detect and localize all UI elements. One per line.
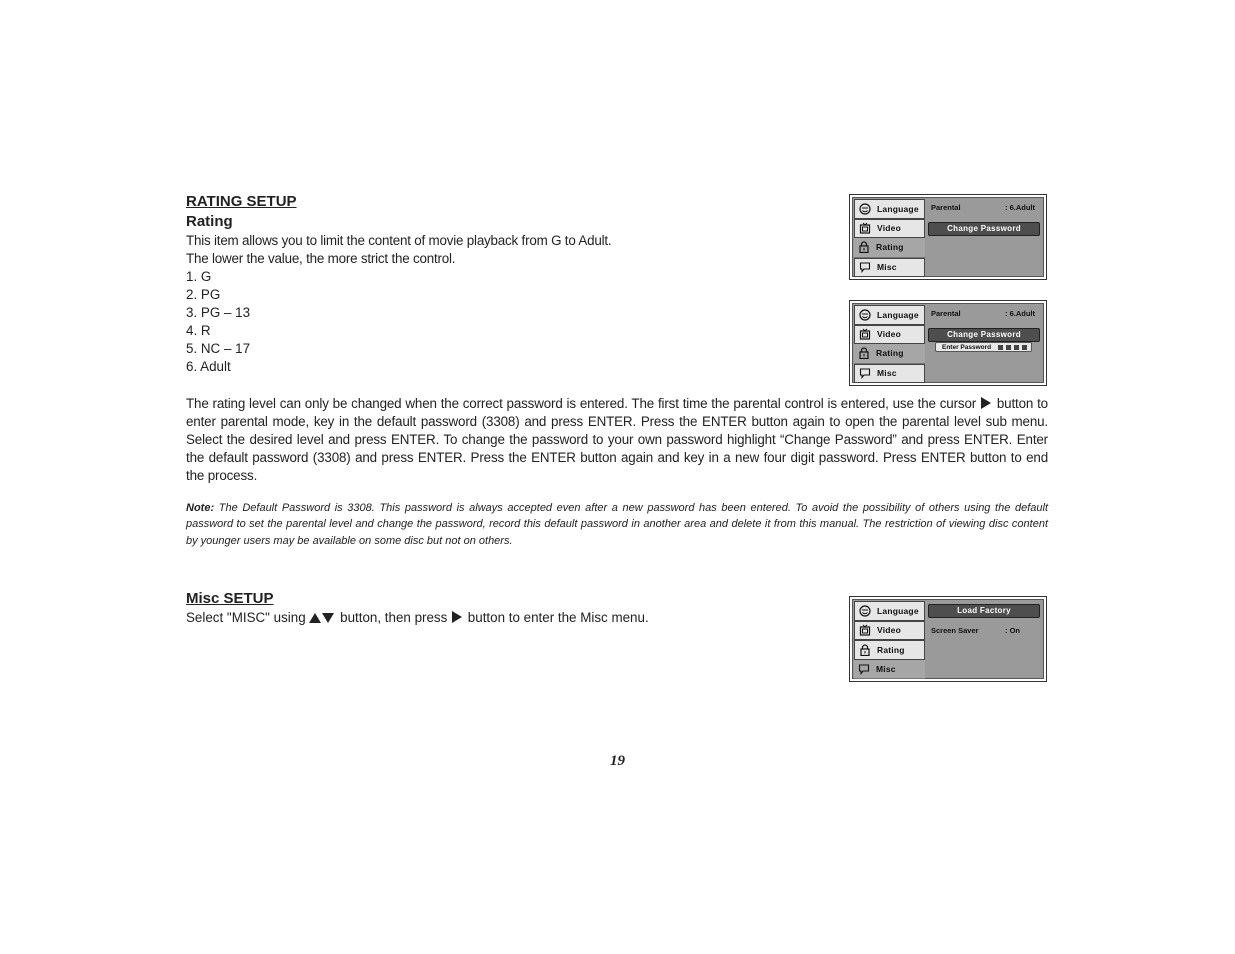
parental-label: Parental — [931, 309, 961, 318]
parental-row[interactable] — [931, 202, 1039, 214]
note-label: Note: — [186, 502, 215, 514]
instructions-part-2: button to enter parental mode, key in the default password (3308) and press ENTER. Press the ENTER button again to open the parental level sub menu. Select the desired level and press ENTER. To change the password to your own password highlight “Change Password” and press ENTER. Enter the default password (3308) and press ENTER. Press the ENTER button again and key in a new four digit password. Press ENTER button to end the process. — [186, 396, 1048, 483]
password-dot-icon — [998, 345, 1003, 350]
password-instructions — [186, 395, 1048, 485]
password-dot-icon — [1014, 345, 1019, 350]
tv-icon — [859, 624, 871, 636]
rating-level-item: 2. PG — [186, 287, 221, 302]
misc-setup-heading: Misc SETUP — [186, 590, 274, 607]
lock-icon — [858, 241, 870, 253]
rating-subheading: Rating — [186, 213, 233, 230]
screen-saver-label: Screen Saver — [931, 626, 979, 635]
note-text: The Default Password is 3308. This password is always accepted even after a new password has been entered. To avoid the possibility of others using the default password to set the parental level and change the password, record this default password in another area and delete it from this manual. The restriction of viewing disc content by younger users may be available on some disc but not on others. — [186, 502, 1049, 547]
load-factory-button[interactable]: Load Factory — [928, 604, 1040, 618]
parental-row[interactable] — [931, 308, 1039, 320]
osd-tab-rating[interactable] — [854, 238, 925, 258]
enter-password-field[interactable] — [935, 342, 1032, 352]
osd-menu-rating — [849, 194, 1047, 280]
osd-tab-label: Misc — [877, 368, 897, 379]
osd-tab-video[interactable] — [854, 325, 925, 345]
rating-level-item: 4. R — [186, 323, 211, 338]
misc-instructions — [186, 609, 649, 627]
osd-tab-rating[interactable] — [854, 640, 925, 660]
osd-tab-language[interactable] — [854, 601, 925, 621]
rating-level-item: 6. Adult — [186, 359, 231, 374]
osd-tab-label: Misc — [876, 663, 896, 674]
osd-menu-body — [852, 197, 1044, 277]
misc-text-part-1: Select "MISC" using — [186, 610, 306, 625]
osd-tab-rating[interactable] — [854, 344, 925, 364]
osd-tab-label: Misc — [877, 262, 897, 273]
osd-tab-label: Language — [877, 309, 919, 320]
osd-menu-body — [852, 599, 1044, 679]
up-arrow-icon — [309, 613, 321, 623]
intro-line-2: The lower the value, the more strict the control. — [186, 251, 456, 266]
change-password-button[interactable]: Change Password — [928, 222, 1040, 236]
osd-tab-video[interactable] — [854, 621, 925, 641]
right-arrow-icon — [452, 611, 462, 623]
page-number: 19 — [610, 753, 625, 769]
osd-tab-column — [854, 305, 925, 383]
rating-levels-list — [186, 268, 250, 376]
parental-label: Parental — [931, 203, 961, 212]
osd-tab-video[interactable] — [854, 219, 925, 239]
osd-tab-label: Rating — [876, 242, 904, 253]
face-icon — [859, 203, 871, 215]
osd-tab-misc[interactable] — [854, 660, 925, 680]
osd-menu-rating-password — [849, 300, 1047, 386]
instructions-part-1: The rating level can only be changed when the correct password is entered. The first time the parental control is entered, use the cursor — [186, 396, 977, 411]
rating-level-item: 1. G — [186, 269, 212, 284]
down-arrow-icon — [322, 613, 334, 623]
password-dot-icon — [1006, 345, 1011, 350]
osd-tab-label: Rating — [876, 348, 904, 359]
osd-tab-label: Video — [877, 223, 901, 234]
osd-tab-label: Language — [877, 605, 919, 616]
speech-bubble-icon — [859, 261, 871, 273]
osd-menu-body — [852, 303, 1044, 383]
osd-tab-label: Video — [877, 329, 901, 340]
note-paragraph — [186, 500, 1048, 549]
screen-saver-row[interactable] — [931, 625, 1039, 637]
password-mask — [998, 345, 1027, 350]
osd-tab-label: Video — [877, 625, 901, 636]
speech-bubble-icon — [858, 663, 870, 675]
osd-tab-label: Language — [877, 203, 919, 214]
intro-line-1: This item allows you to limit the content of movie playback from G to Adult. — [186, 233, 612, 248]
osd-content — [927, 198, 1043, 276]
osd-tab-column — [854, 199, 925, 277]
misc-text-part-2: button, then press — [340, 610, 448, 625]
misc-text-part-3: button to enter the Misc menu. — [467, 610, 649, 625]
rating-level-item: 5. NC – 17 — [186, 341, 251, 356]
face-icon — [859, 309, 871, 321]
screen-saver-value: : On — [1005, 626, 1020, 635]
osd-content — [927, 600, 1043, 678]
speech-bubble-icon — [859, 367, 871, 379]
osd-tab-misc[interactable] — [854, 258, 925, 278]
parental-value: : 6.Adult — [1005, 203, 1035, 212]
rating-setup-heading: RATING SETUP — [186, 193, 297, 210]
osd-tab-language[interactable] — [854, 199, 925, 219]
face-icon — [859, 605, 871, 617]
password-dot-icon — [1022, 345, 1027, 350]
lock-icon — [858, 347, 870, 359]
lock-icon — [859, 644, 871, 656]
osd-menu-misc — [849, 596, 1047, 682]
parental-value: : 6.Adult — [1005, 309, 1035, 318]
osd-content — [927, 304, 1043, 382]
rating-level-item: 3. PG – 13 — [186, 305, 251, 320]
change-password-button[interactable]: Change Password — [928, 328, 1040, 342]
tv-icon — [859, 222, 871, 234]
osd-tab-language[interactable] — [854, 305, 925, 325]
osd-tab-label: Rating — [877, 644, 905, 655]
osd-tab-misc[interactable] — [854, 364, 925, 384]
right-arrow-icon — [981, 397, 991, 409]
rating-intro — [186, 232, 611, 268]
enter-password-label: Enter Password — [942, 344, 992, 351]
osd-tab-column — [854, 601, 925, 679]
tv-icon — [859, 328, 871, 340]
